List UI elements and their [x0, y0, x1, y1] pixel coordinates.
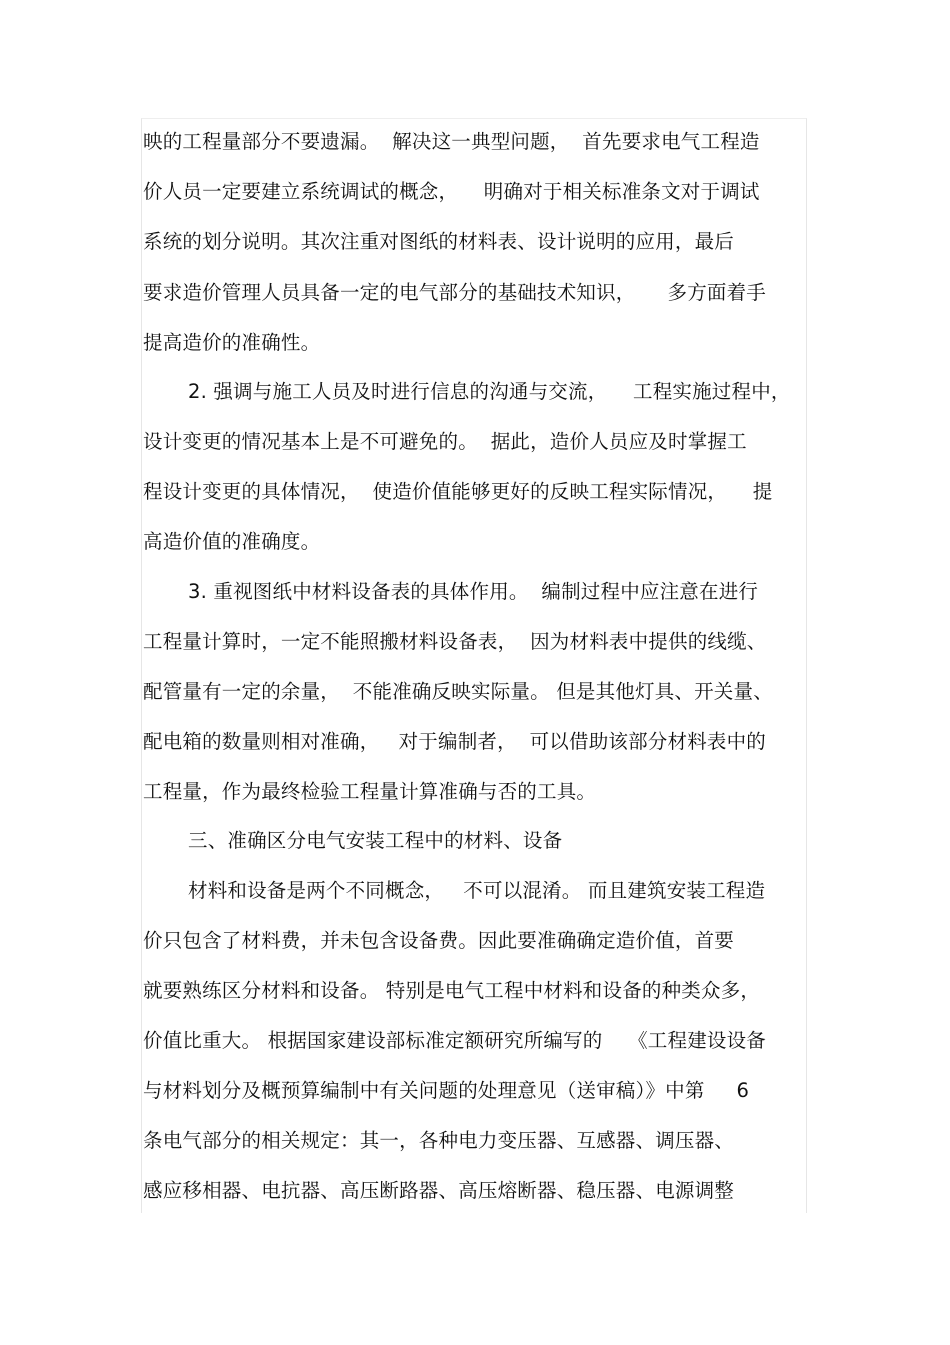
text-line: 工程量，作为最终检验工程量计算准确与否的工具。 [143, 780, 597, 803]
text-line: 价人员一定要建立系统调试的概念， 明确对于相关标准条文对于调试 [143, 180, 760, 203]
text-line: 映的工程量部分不要遗漏。 解决这一典型问题， 首先要求电气工程造 [143, 130, 760, 153]
list-item-2: 2. 强调与施工人员及时进行信息的沟通与交流， 工程实施过程中， [188, 380, 791, 403]
text-line: 配管量有一定的余量， 不能准确反映实际量。 但是其他灯具、开关量、 [143, 680, 773, 703]
text-line: 提高造价的准确性。 [143, 331, 321, 354]
paragraph-start: 材料和设备是两个不同概念， 不可以混淆。 而且建筑安装工程造 [188, 879, 766, 902]
text-line: 配电箱的数量则相对准确， 对于编制者， 可以借助该部分材料表中的 [143, 730, 766, 753]
text-line: 高造价值的准确度。 [143, 530, 321, 553]
text-line: 工程量计算时，一定不能照搬材料设备表， 因为材料表中提供的线缆、 [143, 630, 767, 653]
section-heading: 三、准确区分电气安装工程中的材料、设备 [188, 829, 563, 852]
text-line: 就要熟练区分材料和设备。 特别是电气工程中材料和设备的种类众多， [143, 979, 761, 1002]
text-line: 条电气部分的相关规定：其一，各种电力变压器、互感器、调压器、 [143, 1129, 735, 1152]
text-line: 与材料划分及概预算编制中有关问题的处理意见（送审稿）》中第 6 [143, 1079, 750, 1102]
text-line: 要求造价管理人员具备一定的电气部分的基础技术知识， 多方面着手 [143, 281, 766, 304]
text-line: 价值比重大。 根据国家建设部标准定额研究所编写的 《工程建设设备 [143, 1029, 766, 1052]
text-line: 程设计变更的具体情况， 使造价值能够更好的反映工程实际情况， 提 [143, 480, 773, 503]
text-line: 系统的划分说明。其次注重对图纸的材料表、设计说明的应用，最后 [143, 230, 735, 253]
text-line: 价只包含了材料费，并未包含设备费。因此要准确确定造价值，首要 [143, 929, 735, 952]
list-item-3: 3. 重视图纸中材料设备表的具体作用。 编制过程中应注意在进行 [188, 580, 759, 603]
text-line: 感应移相器、电抗器、高压断路器、高压熔断器、稳压器、电源调整 [143, 1179, 735, 1202]
text-line: 设计变更的情况基本上是不可避免的。 据此，造价人员应及时掌握工 [143, 430, 747, 453]
